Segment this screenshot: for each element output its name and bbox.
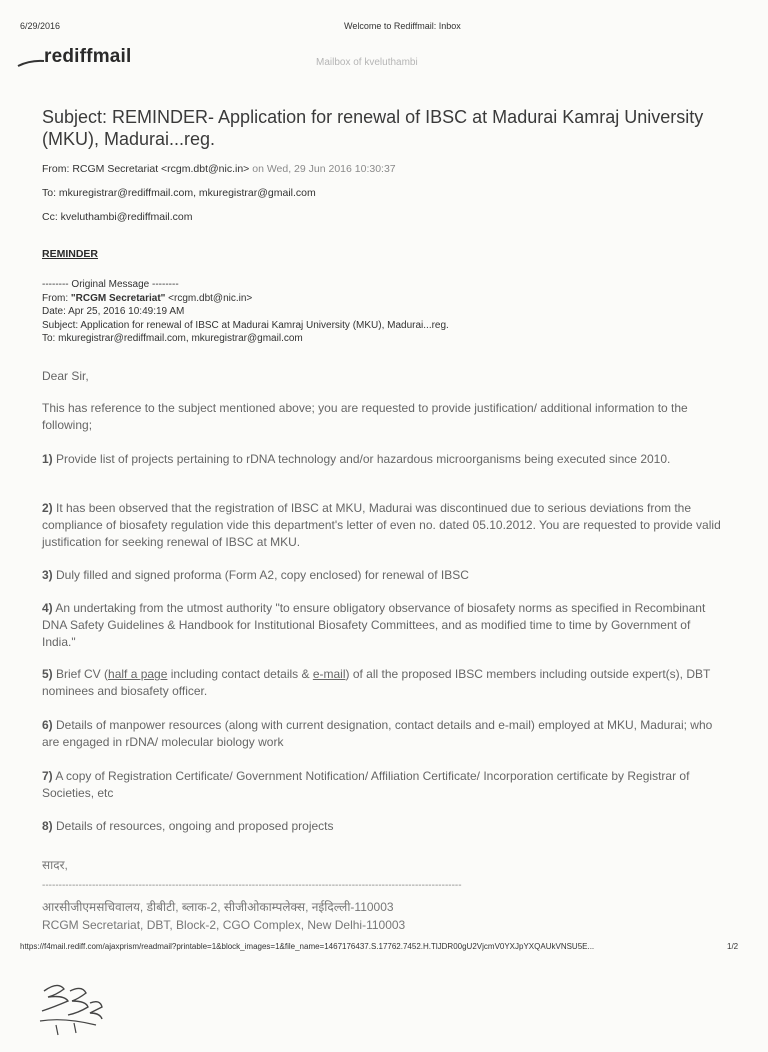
handwritten-signature-icon — [34, 962, 124, 1052]
email-subject: Subject: REMINDER- Application for renewal of IBSC at Madurai Kamraj University (MKU), Madurai...reg. — [42, 107, 704, 149]
list-item — [42, 666, 722, 700]
page-url: https://f4mail.rediff.com/ajaxprism/readmail?printable=1&block_images=1&file_name=1467176437.S.17762.7452.H.TlJDR00gU2VjcmV0YXJpYXQAUkVNSU5E... — [20, 942, 595, 951]
rediffmail-logo — [16, 46, 132, 68]
original-from-name: "RCGM Secretariat" — [70, 292, 166, 304]
item-number: 3) — [42, 568, 53, 582]
logo-swoosh-icon — [16, 58, 46, 68]
item5-pre: Brief CV ( — [52, 667, 109, 681]
item-text: Duly filled and signed proforma (Form A2, copy enclosed) for renewal of IBSC — [52, 568, 469, 582]
item-text: An undertaking from the utmost authority "to ensure obligatory observance of biosafety norms as specified in Recombinant DNA Safety Guidelines & Handbook for Institutional Biosafety Committees, and as modified time to time by Government of India." — [42, 601, 706, 649]
closing: सादर, — [42, 858, 68, 872]
item-number: 8) — [42, 819, 53, 833]
original-from-addr: <rcgm.dbt@nic.in> — [165, 292, 253, 304]
original-date: Date: Apr 25, 2016 10:49:19 AM — [42, 306, 185, 317]
item5-mid: including contact details & — [167, 667, 313, 681]
address-hindi: आरसीजीएमसचिवालय, डीबीटी, ब्लाक-2, सीजीओकाम्पलेक्स, नईदिल्ली-110003 — [42, 900, 394, 914]
print-date: 6/29/2016 — [20, 21, 61, 31]
logo-text: rediffmail — [44, 46, 132, 67]
item5-post: ) of all the proposed IBSC members including outside expert(s), DBT nominees and biosafety officer. — [42, 667, 711, 698]
email-link[interactable]: e-mail — [312, 667, 346, 681]
original-separator: -------- Original Message -------- — [42, 279, 179, 290]
letter-intro: This has reference to the subject mentioned above; you are requested to provide justification/ additional information to the following; — [42, 401, 688, 432]
item-number: 1) — [42, 452, 53, 466]
list-item — [42, 451, 722, 468]
item-text: Details of resources, ongoing and proposed projects — [52, 819, 334, 833]
item-number: 6) — [42, 718, 53, 732]
list-item — [42, 600, 722, 651]
item-text: A copy of Registration Certificate/ Government Notification/ Affiliation Certificate/ Incorporation certificate by Registrar of Societies, etc — [42, 769, 690, 800]
item-text: Provide list of projects pertaining to rDNA technology and/or hazardous microorganisms being executed since 2010. — [52, 452, 671, 466]
item-number: 7) — [42, 769, 53, 783]
email-from — [42, 163, 396, 175]
list-item — [42, 818, 722, 835]
email-to: To: mkuregistrar@rediffmail.com, mkuregistrar@gmail.com — [42, 187, 316, 199]
print-window-title: Welcome to Rediffmail: Inbox — [344, 21, 461, 31]
from-label: From: — [42, 163, 73, 175]
original-from-label: From: — [42, 292, 71, 304]
letter-greeting: Dear Sir, — [42, 369, 89, 383]
item-text: It has been observed that the registration of IBSC at MKU, Madurai was discontinued due to serious deviations from the compliance of biosafety regulation vide this department's letter of even no. dated 05.10.2012. You are requested to provide valid justification for seeking renewal of IBSC at MKU. — [42, 501, 721, 549]
list-item — [42, 717, 722, 751]
mailbox-label: Mailbox of kveluthambi — [316, 57, 418, 68]
half-page-link[interactable]: half a page — [108, 667, 168, 681]
list-item — [42, 768, 722, 802]
item-text: Details of manpower resources (along with current designation, contact details and e-mail) employed at MKU, Madurai; who are engaged in rDNA/ molecular biology work — [42, 718, 713, 749]
original-subject: Subject: Application for renewal of IBSC at Madurai Kamraj University (MKU), Madurai...reg. — [42, 319, 449, 331]
address-english: RCGM Secretariat, DBT, Block-2, CGO Complex, New Delhi-110003 — [42, 918, 406, 932]
list-item — [42, 500, 722, 551]
divider: ------------------------------------------------------------------------------------------------------------------------------ — [42, 880, 462, 891]
item-number: 2) — [42, 501, 53, 515]
item-number: 5) — [42, 667, 53, 681]
original-to: To: mkuregistrar@rediffmail.com, mkuregistrar@gmail.com — [42, 333, 303, 344]
list-item — [42, 567, 722, 584]
from-date: on Wed, 29 Jun 2016 10:30:37 — [249, 163, 396, 175]
email-cc: Cc: kveluthambi@rediffmail.com — [42, 211, 193, 223]
original-from — [42, 292, 662, 306]
item-number: 4) — [42, 601, 53, 615]
reminder-heading: REMINDER — [42, 248, 99, 260]
original-message — [42, 278, 662, 346]
from-value[interactable]: RCGM Secretariat <rcgm.dbt@nic.in> — [72, 163, 250, 175]
page-number: 1/2 — [727, 942, 739, 951]
